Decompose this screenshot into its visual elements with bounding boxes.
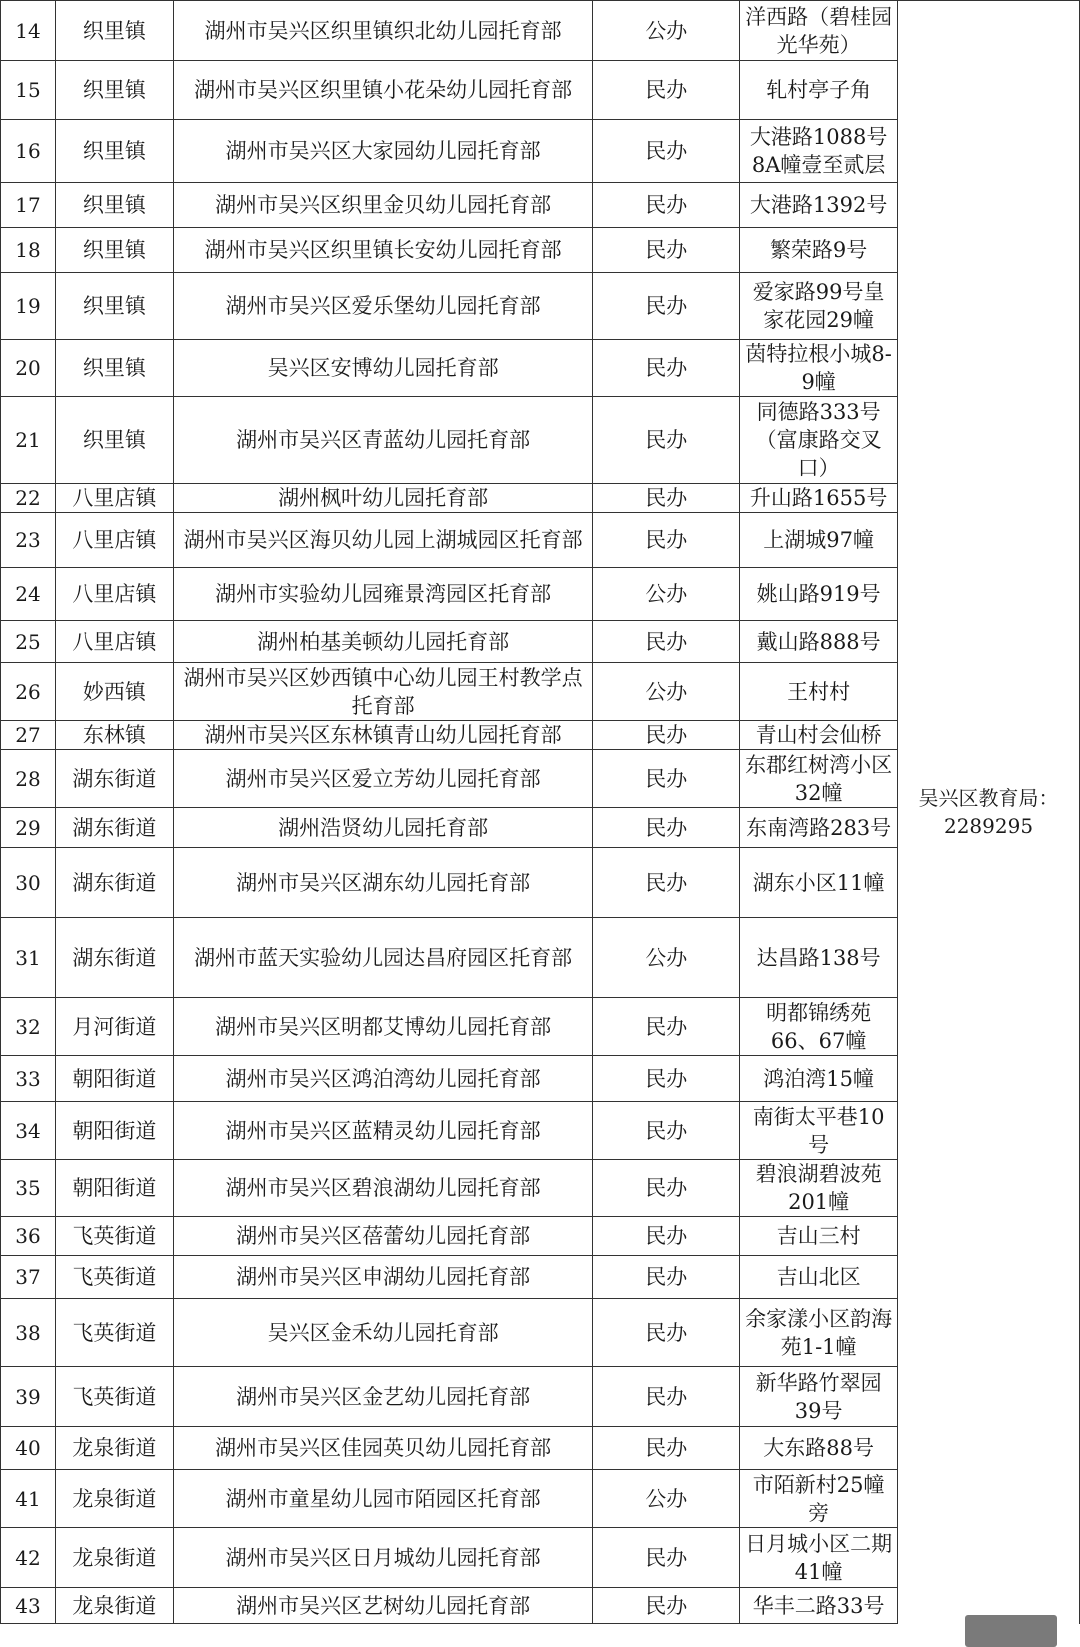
institution-name: 湖州柏基美顿幼儿园托育部 (173, 621, 593, 663)
row-number: 23 (1, 513, 56, 568)
row-number: 16 (1, 120, 56, 183)
row-number: 40 (1, 1427, 56, 1470)
town-cell: 织里镇 (55, 273, 173, 340)
institution-name: 湖州市吴兴区妙西镇中心幼儿园王村教学点托育部 (173, 663, 593, 721)
town-cell: 织里镇 (55, 1, 173, 61)
contact-org: 吴兴区教育局： (918, 786, 1059, 811)
ownership-type: 民办 (593, 484, 740, 513)
address-cell: 市陌新村25幢旁 (740, 1470, 898, 1528)
town-cell: 织里镇 (55, 228, 173, 273)
ownership-type: 民办 (593, 397, 740, 484)
town-cell: 龙泉街道 (55, 1528, 173, 1588)
town-cell: 龙泉街道 (55, 1588, 173, 1624)
address-cell: 同德路333号（富康路交叉口） (740, 397, 898, 484)
institution-name: 湖州市蓝天实验幼儿园达昌府园区托育部 (173, 918, 593, 998)
row-number: 29 (1, 808, 56, 848)
address-cell: 戴山路888号 (740, 621, 898, 663)
institution-name: 湖州市吴兴区艺树幼儿园托育部 (173, 1588, 593, 1624)
ownership-type: 民办 (593, 848, 740, 918)
contact-phone: 2289295 (943, 814, 1034, 839)
ownership-type: 民办 (593, 228, 740, 273)
address-cell: 余家漾小区韵海苑1-1幢 (740, 1299, 898, 1367)
ownership-type: 民办 (593, 1367, 740, 1427)
address-cell: 升山路1655号 (740, 484, 898, 513)
institution-name: 湖州市吴兴区织里镇长安幼儿园托育部 (173, 228, 593, 273)
institution-name: 湖州市吴兴区织里镇小花朵幼儿园托育部 (173, 61, 593, 120)
ownership-type: 公办 (593, 1470, 740, 1528)
town-cell: 飞英街道 (55, 1299, 173, 1367)
ownership-type: 民办 (593, 1102, 740, 1160)
institution-name: 湖州市吴兴区金艺幼儿园托育部 (173, 1367, 593, 1427)
institution-name: 湖州市吴兴区鸿泊湾幼儿园托育部 (173, 1056, 593, 1102)
ownership-type: 民办 (593, 1056, 740, 1102)
row-number: 35 (1, 1160, 56, 1217)
ownership-type: 民办 (593, 183, 740, 228)
address-cell: 洋西路（碧桂园光华苑） (740, 1, 898, 61)
town-cell: 八里店镇 (55, 513, 173, 568)
table-row (1, 1, 1080, 61)
row-number: 15 (1, 61, 56, 120)
address-cell: 鸿泊湾15幢 (740, 1056, 898, 1102)
town-cell: 东林镇 (55, 721, 173, 750)
institution-name: 湖州市吴兴区佳园英贝幼儿园托育部 (173, 1427, 593, 1470)
institution-name: 湖州市吴兴区申湖幼儿园托育部 (173, 1256, 593, 1299)
ownership-type: 民办 (593, 1160, 740, 1217)
institution-name: 湖州市童星幼儿园市陌园区托育部 (173, 1470, 593, 1528)
row-number: 36 (1, 1217, 56, 1256)
ownership-type: 民办 (593, 1256, 740, 1299)
address-cell: 大港路1088号8A幢壹至贰层 (740, 120, 898, 183)
institution-name: 吴兴区安博幼儿园托育部 (173, 340, 593, 397)
institution-name: 吴兴区金禾幼儿园托育部 (173, 1299, 593, 1367)
row-number: 24 (1, 568, 56, 621)
row-number: 34 (1, 1102, 56, 1160)
row-number: 20 (1, 340, 56, 397)
ownership-type: 民办 (593, 1427, 740, 1470)
institution-name: 湖州市吴兴区明都艾博幼儿园托育部 (173, 998, 593, 1056)
address-cell: 繁荣路9号 (740, 228, 898, 273)
row-number: 30 (1, 848, 56, 918)
table-body (1, 1, 1080, 1624)
ownership-type: 民办 (593, 1217, 740, 1256)
row-number: 25 (1, 621, 56, 663)
ownership-type: 民办 (593, 120, 740, 183)
town-cell: 八里店镇 (55, 484, 173, 513)
address-cell: 碧浪湖碧波苑201幢 (740, 1160, 898, 1217)
institution-name: 湖州市吴兴区蓝精灵幼儿园托育部 (173, 1102, 593, 1160)
town-cell: 织里镇 (55, 61, 173, 120)
institution-name: 湖州市吴兴区织里金贝幼儿园托育部 (173, 183, 593, 228)
town-cell: 朝阳街道 (55, 1102, 173, 1160)
town-cell: 织里镇 (55, 183, 173, 228)
row-number: 27 (1, 721, 56, 750)
institution-name: 湖州枫叶幼儿园托育部 (173, 484, 593, 513)
row-number: 42 (1, 1528, 56, 1588)
institution-name: 湖州市吴兴区爱乐堡幼儿园托育部 (173, 273, 593, 340)
ownership-type: 民办 (593, 808, 740, 848)
row-number: 19 (1, 273, 56, 340)
town-cell: 飞英街道 (55, 1256, 173, 1299)
institution-name: 湖州市吴兴区织里镇织北幼儿园托育部 (173, 1, 593, 61)
town-cell: 朝阳街道 (55, 1056, 173, 1102)
address-cell: 南街太平巷10号 (740, 1102, 898, 1160)
ownership-type: 公办 (593, 918, 740, 998)
contact-cell (898, 1, 1080, 1624)
row-number: 26 (1, 663, 56, 721)
town-cell: 织里镇 (55, 120, 173, 183)
address-cell: 达昌路138号 (740, 918, 898, 998)
ownership-type: 民办 (593, 1528, 740, 1588)
address-cell: 吉山北区 (740, 1256, 898, 1299)
row-number: 41 (1, 1470, 56, 1528)
ownership-type: 公办 (593, 568, 740, 621)
institution-name: 湖州市实验幼儿园雍景湾园区托育部 (173, 568, 593, 621)
row-number: 38 (1, 1299, 56, 1367)
row-number: 14 (1, 1, 56, 61)
row-number: 18 (1, 228, 56, 273)
address-cell: 王村村 (740, 663, 898, 721)
address-cell: 东郡红树湾小区32幢 (740, 750, 898, 808)
ownership-type: 民办 (593, 273, 740, 340)
institution-name: 湖州市吴兴区湖东幼儿园托育部 (173, 848, 593, 918)
institution-name: 湖州市吴兴区蓓蕾幼儿园托育部 (173, 1217, 593, 1256)
ownership-type: 民办 (593, 513, 740, 568)
institution-name: 湖州市吴兴区海贝幼儿园上湖城园区托育部 (173, 513, 593, 568)
address-cell: 上湖城97幢 (740, 513, 898, 568)
town-cell: 湖东街道 (55, 918, 173, 998)
institution-name: 湖州浩贤幼儿园托育部 (173, 808, 593, 848)
town-cell: 朝阳街道 (55, 1160, 173, 1217)
address-cell: 轧村亭子角 (740, 61, 898, 120)
ownership-type: 民办 (593, 61, 740, 120)
address-cell: 茵特拉根小城8-9幢 (740, 340, 898, 397)
town-cell: 月河街道 (55, 998, 173, 1056)
town-cell: 八里店镇 (55, 568, 173, 621)
ownership-type: 民办 (593, 1588, 740, 1624)
institution-name: 湖州市吴兴区大家园幼儿园托育部 (173, 120, 593, 183)
row-number: 28 (1, 750, 56, 808)
ownership-type: 公办 (593, 663, 740, 721)
address-cell: 新华路竹翠园39号 (740, 1367, 898, 1427)
ownership-type: 民办 (593, 1299, 740, 1367)
town-cell: 飞英街道 (55, 1367, 173, 1427)
town-cell: 飞英街道 (55, 1217, 173, 1256)
row-number: 17 (1, 183, 56, 228)
row-number: 39 (1, 1367, 56, 1427)
address-cell: 日月城小区二期41幢 (740, 1528, 898, 1588)
town-cell: 织里镇 (55, 340, 173, 397)
ownership-type: 民办 (593, 998, 740, 1056)
address-cell: 华丰二路33号 (740, 1588, 898, 1624)
town-cell: 湖东街道 (55, 848, 173, 918)
address-cell: 爱家路99号皇家花园29幢 (740, 273, 898, 340)
address-cell: 吉山三村 (740, 1217, 898, 1256)
institution-name: 湖州市吴兴区碧浪湖幼儿园托育部 (173, 1160, 593, 1217)
town-cell: 龙泉街道 (55, 1470, 173, 1528)
town-cell: 织里镇 (55, 397, 173, 484)
institution-name: 湖州市吴兴区东林镇青山幼儿园托育部 (173, 721, 593, 750)
institution-name: 湖州市吴兴区青蓝幼儿园托育部 (173, 397, 593, 484)
town-cell: 妙西镇 (55, 663, 173, 721)
address-cell: 大东路88号 (740, 1427, 898, 1470)
address-cell: 明都锦绣苑66、67幢 (740, 998, 898, 1056)
ownership-type: 民办 (593, 340, 740, 397)
row-number: 33 (1, 1056, 56, 1102)
row-number: 32 (1, 998, 56, 1056)
row-number: 43 (1, 1588, 56, 1624)
town-cell: 湖东街道 (55, 750, 173, 808)
town-cell: 湖东街道 (55, 808, 173, 848)
ownership-type: 民办 (593, 750, 740, 808)
institution-name: 湖州市吴兴区爱立芳幼儿园托育部 (173, 750, 593, 808)
address-cell: 姚山路919号 (740, 568, 898, 621)
address-cell: 青山村会仙桥 (740, 721, 898, 750)
row-number: 22 (1, 484, 56, 513)
ownership-type: 民办 (593, 621, 740, 663)
stamp-mark (965, 1615, 1057, 1647)
row-number: 37 (1, 1256, 56, 1299)
town-cell: 龙泉街道 (55, 1427, 173, 1470)
row-number: 31 (1, 918, 56, 998)
institution-name: 湖州市吴兴区日月城幼儿园托育部 (173, 1528, 593, 1588)
ownership-type: 公办 (593, 1, 740, 61)
ownership-type: 民办 (593, 721, 740, 750)
row-number: 21 (1, 397, 56, 484)
address-cell: 大港路1392号 (740, 183, 898, 228)
address-cell: 东南湾路283号 (740, 808, 898, 848)
town-cell: 八里店镇 (55, 621, 173, 663)
address-cell: 湖东小区11幢 (740, 848, 898, 918)
